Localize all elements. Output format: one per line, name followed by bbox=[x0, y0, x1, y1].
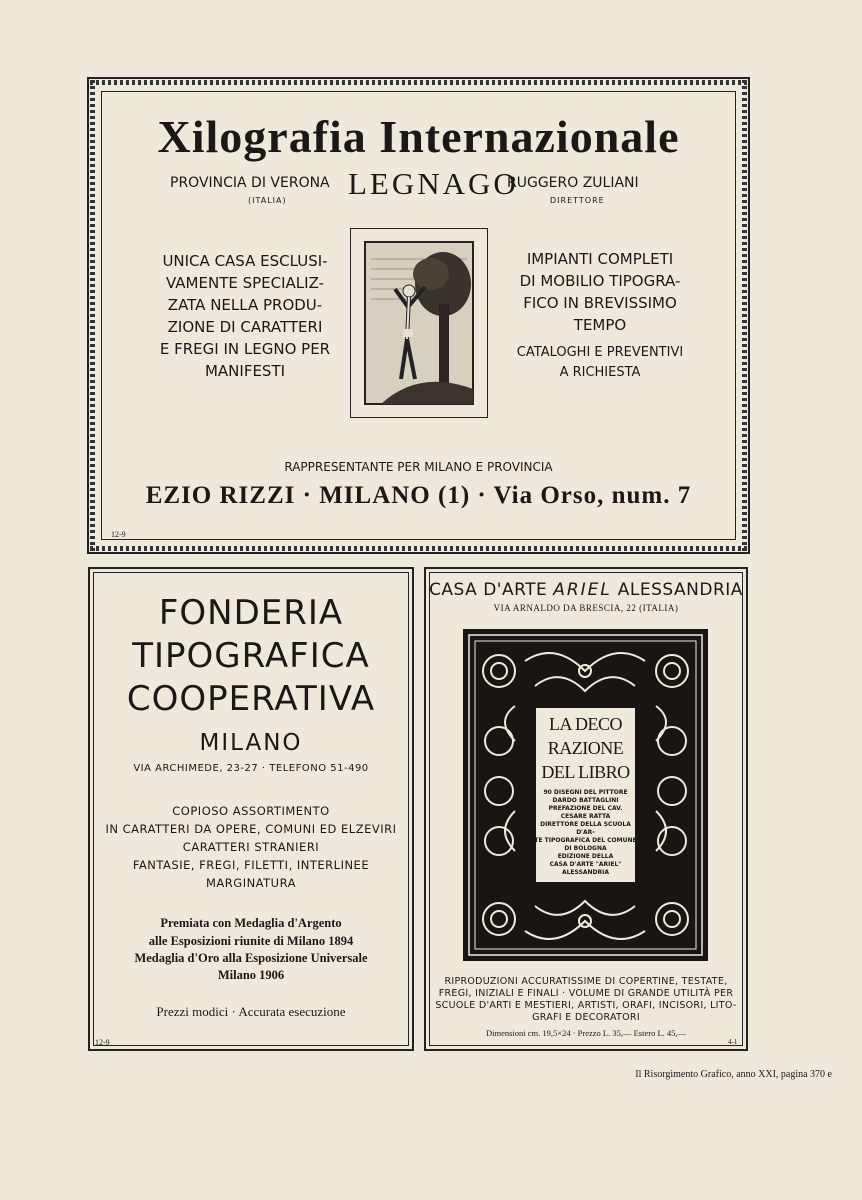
representative-address: EZIO RIZZI · MILANO (1) · Via Orso, num. 7 bbox=[145, 482, 692, 509]
ornament-border-bottom bbox=[90, 546, 747, 551]
fonderia-title-line: COOPERATIVA bbox=[126, 679, 376, 719]
description-line: FREGI, INIZIALI E FINALI · VOLUME DI GRANDE UTILITÀ PER bbox=[438, 988, 734, 999]
representative-label: RAPPRESENTANTE PER MILANO E PROVINCIA bbox=[284, 460, 553, 474]
page-footer: Il Risorgimento Grafico, anno XXI, pagina 370 e bbox=[635, 1069, 832, 1080]
catalog-line: CATALOGHI E PREVENTIVI bbox=[516, 345, 684, 360]
credit-line: DARDO BATTAGLINI bbox=[552, 797, 619, 804]
director-label: DIRETTORE bbox=[550, 196, 605, 205]
ad-code: 12-9 bbox=[95, 1038, 110, 1047]
fonderia-title-line: FONDERIA bbox=[158, 593, 344, 633]
left-line: VAMENTE SPECIALIZ- bbox=[165, 274, 325, 292]
credit-line: CASA D'ARTE "ARIEL" bbox=[549, 861, 622, 868]
right-line: DI MOBILIO TIPOGRA- bbox=[519, 272, 681, 290]
fonderia-offer bbox=[93, 802, 409, 892]
right-description bbox=[510, 248, 690, 336]
description-line: SCUOLE D'ARTI E MESTIERI, ARTISTI, ORAFI, INCISORI, LITO- bbox=[435, 1000, 737, 1011]
ariel-title bbox=[429, 580, 743, 600]
offer-line: MARGINATURA bbox=[206, 876, 296, 890]
offer-line: COPIOSO ASSORTIMENTO bbox=[172, 804, 330, 818]
credit-line: TE TIPOGRAFICA DEL COMUNE bbox=[534, 837, 637, 844]
award-gold bbox=[93, 950, 409, 984]
city-legnago: LEGNAGO bbox=[348, 166, 519, 201]
ariel-dimensions-price: Dimensioni cm. 19,5×24 · Prezzo L. 35,— Estero L. 45,— bbox=[485, 1028, 687, 1038]
offer-line: CARATTERI STRANIERI bbox=[182, 840, 320, 854]
fonderia-prices: Prezzi modici · Accurata esecuzione bbox=[156, 1004, 346, 1019]
award-line: Medaglia d'Oro alla Esposizione Universale bbox=[134, 951, 368, 965]
catalog-note bbox=[510, 343, 690, 383]
award-line: Premiata con Medaglia d'Argento bbox=[160, 916, 342, 930]
fonderia-title-line: TIPOGRAFICA bbox=[132, 636, 370, 676]
woodcut-illustration bbox=[350, 228, 488, 418]
left-line: E FREGI IN LEGNO PER bbox=[159, 340, 331, 358]
left-line: ZATA NELLA PRODU- bbox=[167, 296, 323, 314]
left-line: MANIFESTI bbox=[204, 362, 286, 380]
offer-line: IN CARATTERI DA OPERE, COMUNI ED ELZEVIRI bbox=[105, 822, 397, 836]
fonderia-address: VIA ARCHIMEDE, 23-27 · TELEFONO 51-490 bbox=[133, 763, 369, 774]
right-line: TEMPO bbox=[573, 316, 627, 334]
description-line: RIPRODUZIONI ACCURATISSIME DI COPERTINE, TESTATE, bbox=[444, 976, 728, 987]
ornament-border-left bbox=[90, 80, 95, 551]
credit-line: PREFAZIONE DEL CAV. bbox=[548, 805, 623, 812]
credit-line: EDIZIONE DELLA bbox=[557, 853, 614, 860]
ariel-title-suffix: ALESSANDRIA bbox=[611, 580, 743, 600]
description-line: GRAFI E DECORATORI bbox=[532, 1012, 640, 1023]
right-line: FICO IN BREVISSIMO bbox=[523, 294, 677, 312]
ad-code: 4-1 bbox=[728, 1038, 738, 1046]
ornament-border-right bbox=[742, 80, 747, 551]
fonderia-city: MILANO bbox=[199, 730, 303, 756]
ariel-title-name: ARIEL bbox=[553, 580, 612, 600]
ariel-title-prefix: CASA D'ARTE bbox=[429, 580, 554, 600]
award-line: Milano 1906 bbox=[217, 968, 285, 982]
book-credits bbox=[534, 789, 637, 877]
province-sub-label: (ITALIA) bbox=[248, 196, 287, 205]
book-title-line: DEL LIBRO bbox=[541, 762, 630, 782]
right-line: IMPIANTI COMPLETI bbox=[526, 250, 674, 268]
ad-code: 12-9 bbox=[111, 530, 126, 539]
left-line: UNICA CASA ESCLUSI- bbox=[162, 252, 328, 270]
award-silver bbox=[93, 914, 409, 950]
xilografia-title: Xilografia Internazionale bbox=[157, 111, 680, 162]
book-title-line: LA DECO bbox=[549, 714, 622, 734]
credit-line: DI BOLOGNA bbox=[564, 845, 607, 852]
ornament-border-top bbox=[90, 80, 747, 85]
award-line: alle Esposizioni riunite di Milano 1894 bbox=[148, 934, 354, 948]
offer-line: FANTASIE, FREGI, FILETTI, INTERLINEE bbox=[132, 858, 370, 872]
credit-line: DIRETTORE DELLA SCUOLA D'AR- bbox=[540, 821, 631, 836]
ariel-address: VIA ARNALDO DA BRESCIA, 22 (ITALIA) bbox=[493, 603, 679, 613]
left-description bbox=[150, 250, 340, 382]
province-label: PROVINCIA DI VERONA bbox=[170, 175, 330, 191]
ariel-description bbox=[435, 976, 737, 1024]
credit-line: 90 DISEGNI DEL PITTORE bbox=[543, 789, 628, 796]
credit-line: CESARE RATTA bbox=[560, 813, 611, 820]
credit-line: ALESSANDRIA bbox=[561, 869, 610, 876]
catalog-line: A RICHIESTA bbox=[559, 365, 641, 380]
left-line: ZIONE DI CARATTERI bbox=[167, 318, 323, 336]
director-name: RUGGERO ZULIANI bbox=[507, 175, 639, 191]
book-title-line: RAZIONE bbox=[547, 738, 624, 758]
